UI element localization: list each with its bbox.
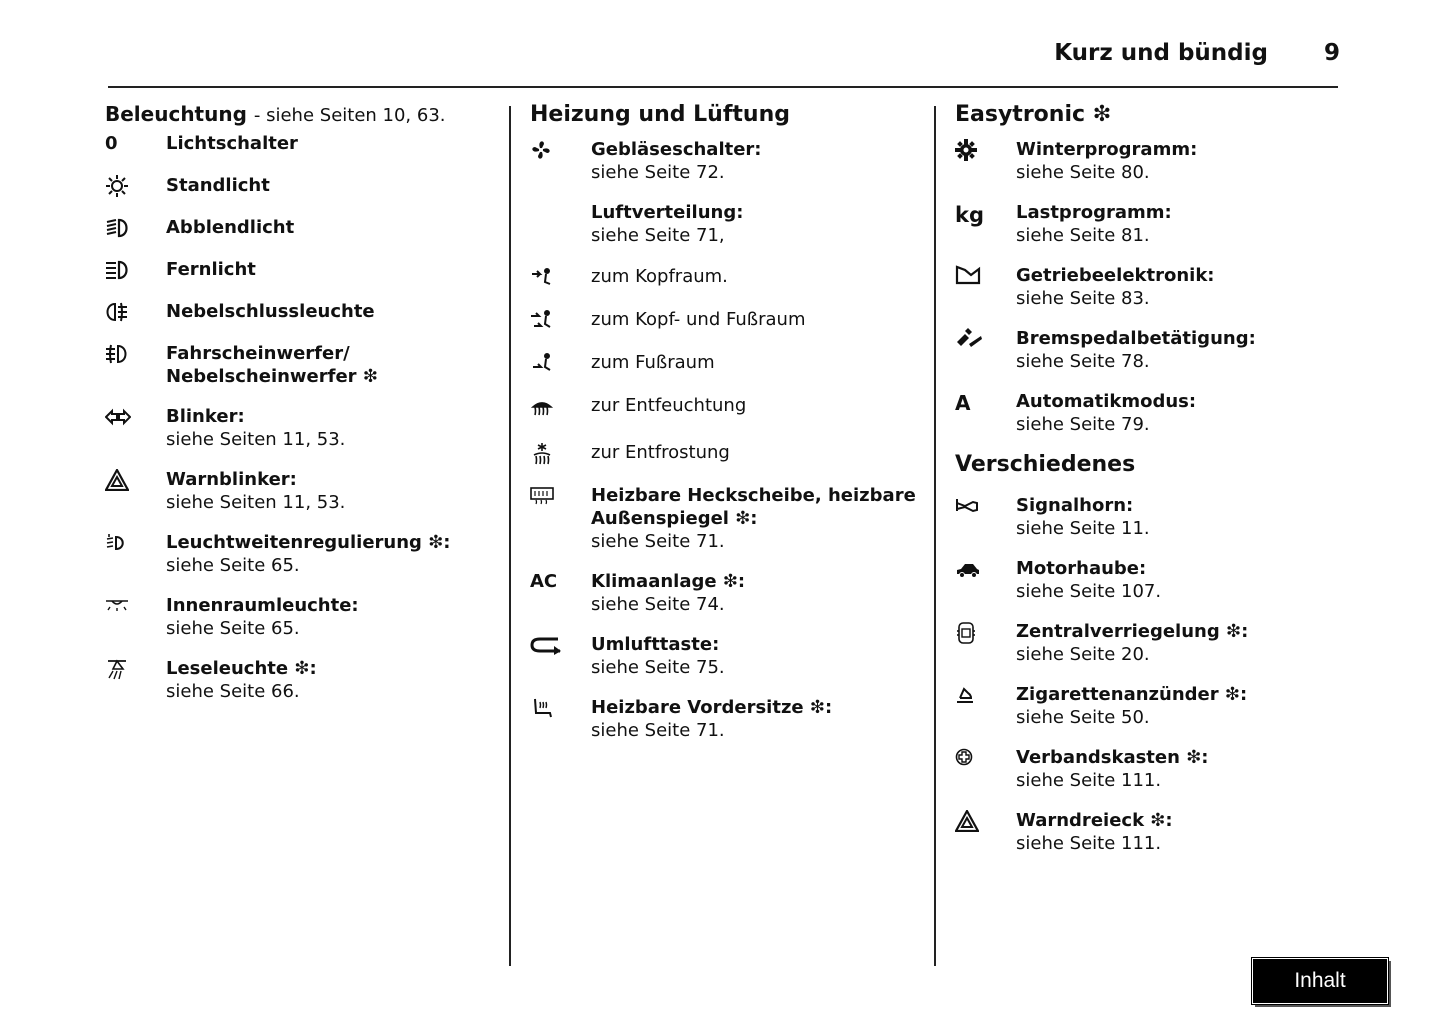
list-item: Standlicht xyxy=(105,174,495,216)
list-item: zum Kopf- und Fußraum xyxy=(530,308,920,351)
warning-triangle-icon xyxy=(955,810,989,832)
cigarette-lighter-icon xyxy=(955,684,989,706)
list-item: zur Entfeuchtung xyxy=(530,394,920,441)
misc-heading: Verschiedenes xyxy=(955,452,1136,477)
heating-column xyxy=(530,100,920,759)
first-aid-kit-icon xyxy=(955,747,989,769)
list-item: Abblendlicht xyxy=(105,216,495,258)
list-item: Innenraumleuchte: siehe Seite 65. xyxy=(105,594,495,657)
list-item: Motorhaube: siehe Seite 107. xyxy=(955,557,1345,620)
list-item: AC Klimaanlage ❇: siehe Seite 74. xyxy=(530,571,746,615)
list-item: Heizbare Heckscheibe, heizbare Außenspiegel ❇: siehe Seite 71. xyxy=(530,484,920,570)
list-item: Zigarettenanzünder ❇: siehe Seite 50. xyxy=(955,683,1345,746)
list-item: zur Entfrostung xyxy=(530,441,920,484)
interior-light-icon xyxy=(105,595,139,617)
list-item: Heizbare Vordersitze ❇: siehe Seite 71. xyxy=(530,696,920,759)
lighting-heading: Beleuchtung - siehe Seiten 10, 63. xyxy=(105,102,446,126)
list-item: kg Lastprogramm: siehe Seite 81. xyxy=(955,202,1172,246)
light-switch-zero-glyph: 0 xyxy=(105,133,118,154)
list-item: Leuchtweitenregulierung ❇: siehe Seite 65. xyxy=(105,531,495,594)
header-rule xyxy=(108,86,1338,88)
parking-light-icon xyxy=(105,175,139,197)
list-item: Getriebeelektronik: siehe Seite 83. xyxy=(955,264,1345,327)
list-item: Zentralverriegelung ❇: siehe Seite 20. xyxy=(955,620,1345,683)
list-item: Gebläseschalter: siehe Seite 72. xyxy=(530,138,920,201)
front-fog-light-icon xyxy=(105,343,139,365)
easytronic-column xyxy=(955,100,1345,872)
airflow-head-feet-icon xyxy=(530,309,564,331)
page-number: 9 xyxy=(1323,40,1340,66)
demist-icon xyxy=(530,395,564,417)
list-item: Warndreieck ❇: siehe Seite 111. xyxy=(955,809,1345,872)
recirculation-icon xyxy=(530,634,564,656)
heating-heading: Heizung und Lüftung xyxy=(530,102,790,127)
list-item: Fernlicht xyxy=(105,258,495,300)
lighting-column xyxy=(105,100,495,720)
list-item: Verbandskasten ❇: siehe Seite 111. xyxy=(955,746,1345,809)
list-item: Warnblinker: siehe Seiten 11, 53. xyxy=(105,468,495,531)
hazard-warning-icon xyxy=(105,469,139,491)
reading-light-icon xyxy=(105,658,139,680)
list-item: zum Fußraum xyxy=(530,351,920,394)
list-item: Blinker: siehe Seiten 11, 53. xyxy=(105,405,495,468)
inhalt-button[interactable]: Inhalt xyxy=(1252,958,1388,1004)
list-item: Nebelschlussleuchte xyxy=(105,300,495,342)
headlight-range-icon xyxy=(105,532,139,554)
list-item: 0 Lichtschalter xyxy=(105,133,298,154)
list-item: Signalhorn: siehe Seite 11. xyxy=(955,494,1345,557)
page-section-title: Kurz und bündig xyxy=(1054,40,1268,66)
list-item: zum Kopfraum. xyxy=(530,265,920,308)
central-lock-icon xyxy=(955,621,989,643)
airflow-feet-icon xyxy=(530,352,564,374)
gearbox-electronics-icon xyxy=(955,265,989,287)
rear-window-heater-icon xyxy=(530,485,564,507)
list-item: A Automatikmodus: siehe Seite 79. xyxy=(955,391,1197,435)
kg-glyph: kg xyxy=(955,203,984,227)
defrost-icon xyxy=(530,442,564,464)
seat-heater-icon xyxy=(530,697,564,719)
easytronic-heading: Easytronic ❇ xyxy=(955,102,1112,127)
car-hood-icon xyxy=(955,558,989,580)
list-item: Umlufttaste: siehe Seite 75. xyxy=(530,633,920,696)
list-item: Luftverteilung: siehe Seite 71, xyxy=(591,202,744,246)
column-divider-1 xyxy=(509,106,511,966)
list-item: Winterprogramm: siehe Seite 80. xyxy=(955,138,1345,201)
list-item: Bremspedalbetätigung: siehe Seite 78. xyxy=(955,327,1345,390)
turn-signal-icon xyxy=(105,406,139,428)
brake-pedal-icon xyxy=(955,328,989,350)
column-divider-2 xyxy=(934,106,936,966)
fan-icon xyxy=(530,139,564,161)
rear-fog-light-icon xyxy=(105,301,139,323)
airflow-head-icon xyxy=(530,266,564,288)
horn-icon xyxy=(955,495,989,517)
high-beam-icon xyxy=(105,259,139,281)
automatic-mode-glyph: A xyxy=(955,391,971,415)
list-item: Leseleuchte ❇: siehe Seite 66. xyxy=(105,657,495,720)
list-item: Fahrscheinwerfer/ Nebelscheinwerfer ❇ xyxy=(105,342,495,405)
winter-program-icon xyxy=(955,139,989,161)
low-beam-icon xyxy=(105,217,139,239)
ac-glyph: AC xyxy=(530,571,558,592)
